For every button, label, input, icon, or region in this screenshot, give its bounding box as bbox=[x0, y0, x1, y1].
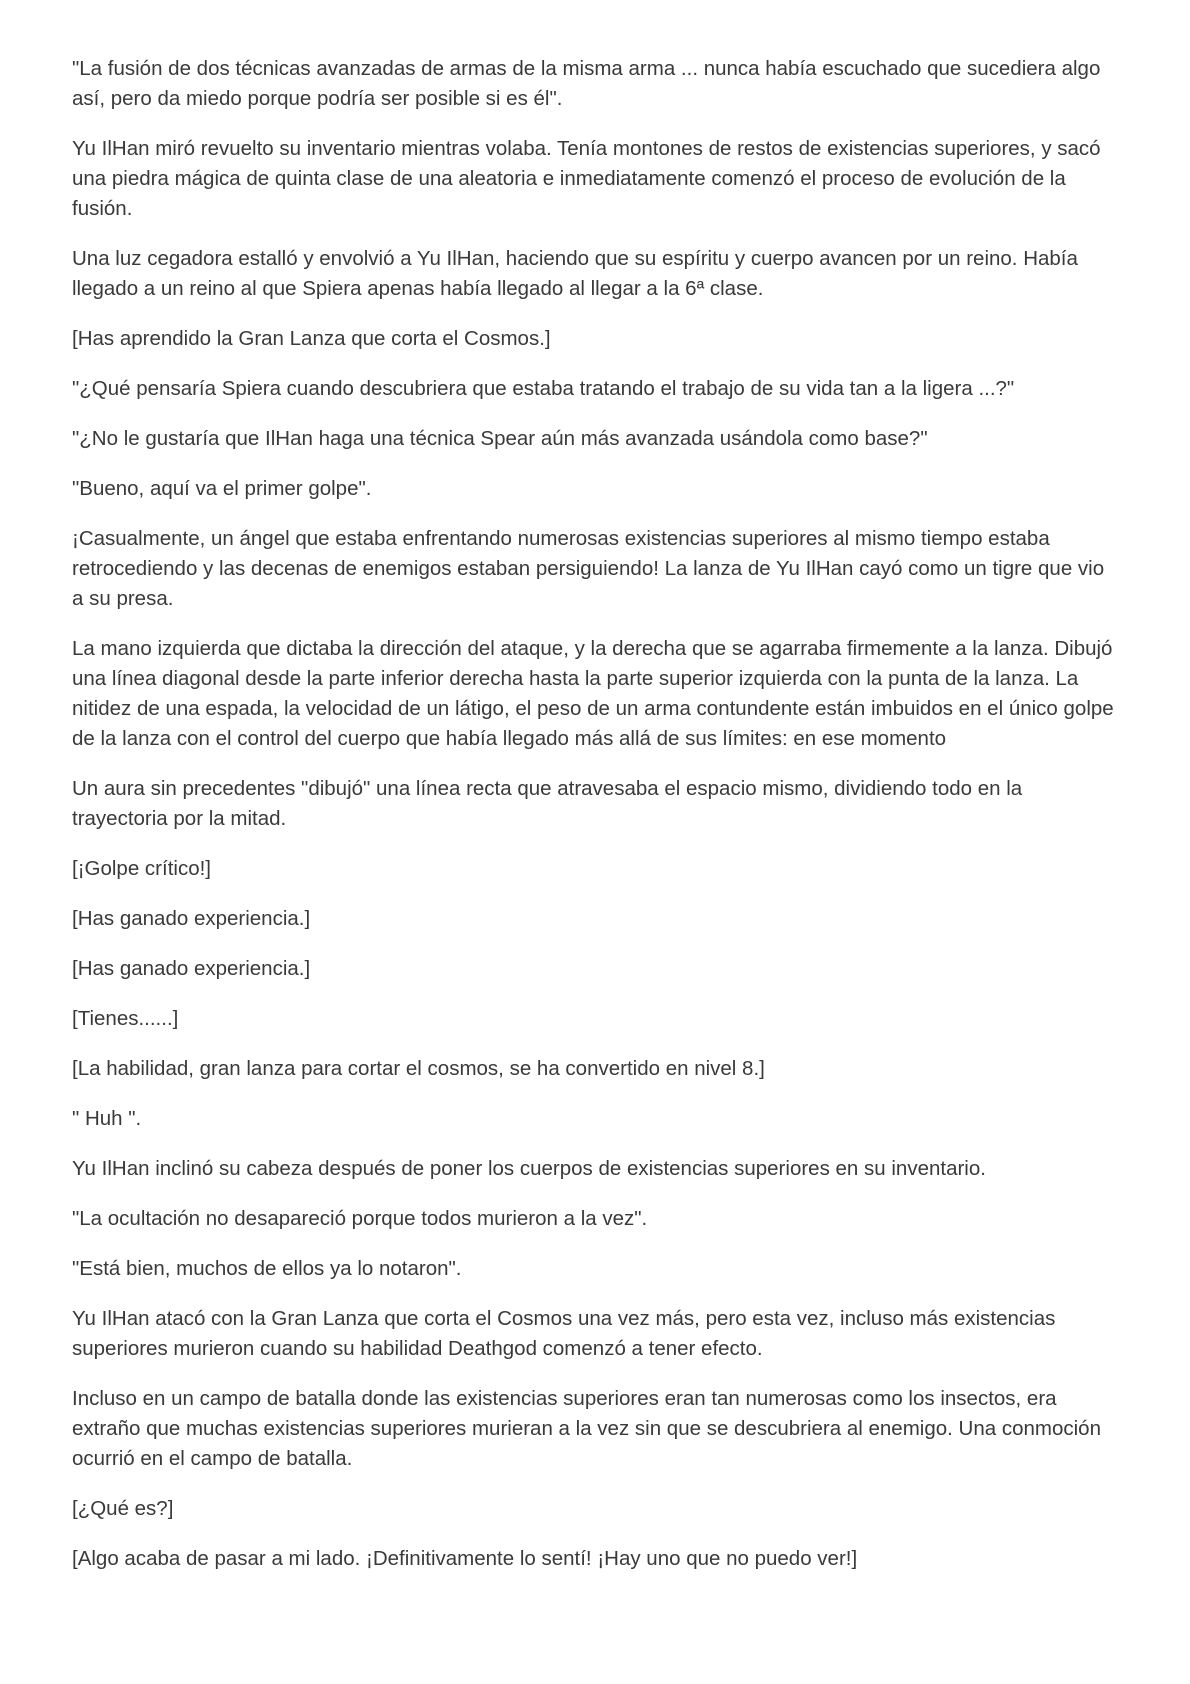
paragraph: Yu IlHan inclinó su cabeza después de poner los cuerpos de existencias superiores en su inventario. bbox=[72, 1157, 986, 1180]
system-message: [Has ganado experiencia.] bbox=[72, 957, 311, 980]
system-message: [Has ganado experiencia.] bbox=[72, 907, 311, 930]
paragraph: ¡Casualmente, un ángel que estaba enfrentando numerosas existencias superiores al mismo tiempo estaba retrocediendo y las decenas de enemigos estaban persiguiendo! La lanza de Yu IlHan cayó como un tigre que vio a su presa. bbox=[72, 527, 1105, 610]
paragraph: Yu IlHan miró revuelto su inventario mientras volaba. Tenía montones de restos de existencias superiores, y sacó una piedra mágica de quinta clase de una aleatoria e inmediatamente comenzó el proceso de evolución de la fusión. bbox=[72, 137, 1101, 220]
paragraph: Yu IlHan atacó con la Gran Lanza que corta el Cosmos una vez más, pero esta vez, incluso más existencias superiores murieron cuando su habilidad Deathgod comenzó a tener efecto. bbox=[72, 1307, 1056, 1360]
system-message: [La habilidad, gran lanza para cortar el cosmos, se ha convertido en nivel 8.] bbox=[72, 1057, 765, 1080]
system-message: [Algo acaba de pasar a mi lado. ¡Definitivamente lo sentí! ¡Hay uno que no puedo ver!] bbox=[72, 1547, 858, 1570]
dialogue-line: " Huh ". bbox=[72, 1107, 142, 1130]
dialogue-line: "¿Qué pensaría Spiera cuando descubriera que estaba tratando el trabajo de su vida tan a la ligera ...?" bbox=[72, 377, 1015, 400]
system-message: [¿Qué es?] bbox=[72, 1497, 174, 1520]
dialogue-line: "Bueno, aquí va el primer golpe". bbox=[72, 477, 372, 500]
system-message: [Has aprendido la Gran Lanza que corta el Cosmos.] bbox=[72, 327, 551, 350]
system-message: [¡Golpe crítico!] bbox=[72, 857, 211, 880]
paragraph: Un aura sin precedentes "dibujó" una línea recta que atravesaba el espacio mismo, dividiendo todo en la trayectoria por la mitad. bbox=[72, 777, 1023, 830]
paragraph: "La fusión de dos técnicas avanzadas de armas de la misma arma ... nunca había escuchado que sucediera algo así, pero da miedo porque podría ser posible si es él". bbox=[72, 57, 1101, 110]
system-message: [Tienes......] bbox=[72, 1007, 179, 1030]
dialogue-line: "¿No le gustaría que IlHan haga una técnica Spear aún más avanzada usándola como base?" bbox=[72, 427, 928, 450]
paragraph: Una luz cegadora estalló y envolvió a Yu IlHan, haciendo que su espíritu y cuerpo avancen por un reino. Había llegado a un reino al que Spiera apenas había llegado al llegar a la 6ª clase. bbox=[72, 247, 1078, 300]
paragraph: La mano izquierda que dictaba la dirección del ataque, y la derecha que se agarraba firmemente a la lanza. Dibujó una línea diagonal desde la parte inferior derecha hasta la parte superior izquierda con la punta de la lanza. La nitidez de una espada, la velocidad de un látigo, el peso de un arma contundente están imbuidos en el único golpe de la lanza con el control del cuerpo que había llegado más allá de sus límites: en ese momento bbox=[72, 637, 1114, 750]
dialogue-line: "La ocultación no desapareció porque todos murieron a la vez". bbox=[72, 1207, 648, 1230]
paragraph: Incluso en un campo de batalla donde las existencias superiores eran tan numerosas como los insectos, era extraño que muchas existencias superiores murieran a la vez sin que se descubriera al enemigo. Una conmoción ocurrió en el campo de batalla. bbox=[72, 1387, 1101, 1470]
dialogue-line: "Está bien, muchos de ellos ya lo notaron". bbox=[72, 1257, 462, 1280]
